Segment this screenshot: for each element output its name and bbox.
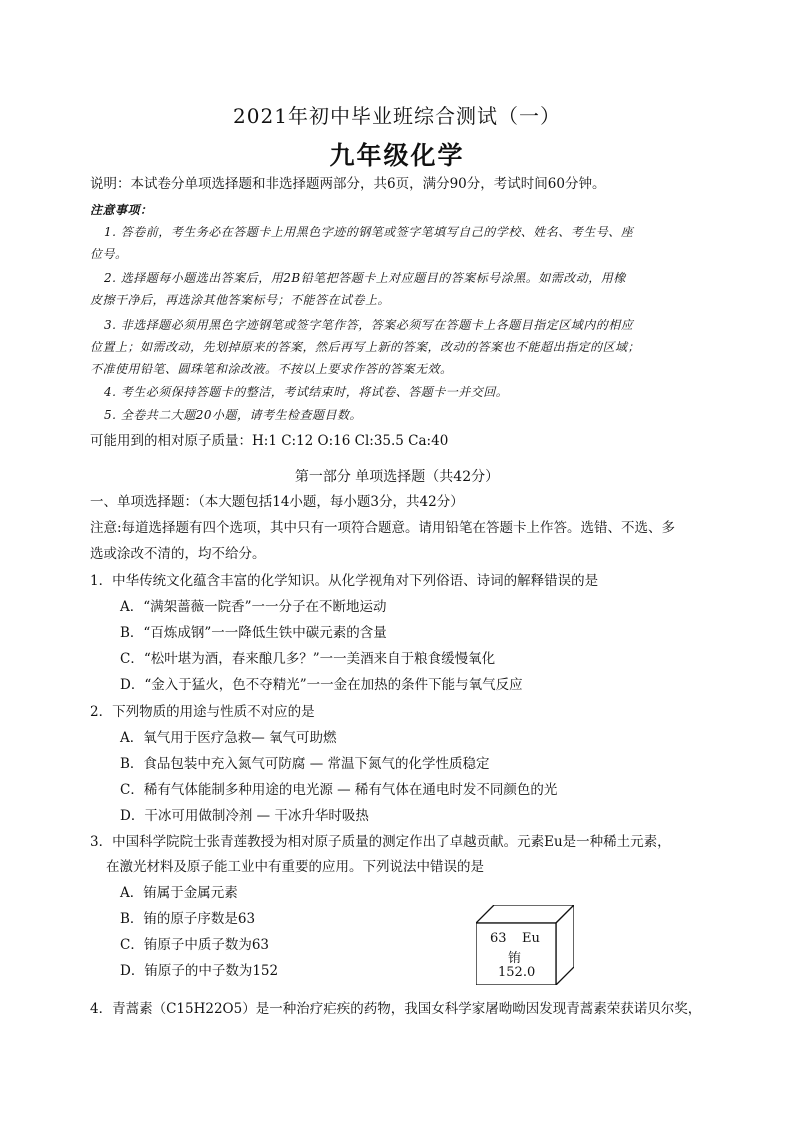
question-1-option-b: B．“百炼成钢”一一降低生铁中碳元素的含量 — [120, 625, 387, 641]
exam-intro: 说明：本试卷分单项选择题和非选择题两部分，共6页，满分90分，考试时间60分钟。 — [90, 176, 606, 192]
question-2-option-a: A．氧气用于医疗急救— 氧气可助燃 — [120, 730, 337, 746]
element-name: 铕 — [508, 951, 522, 966]
section-note: 选或涂改不清的，均不给分。 — [90, 546, 266, 562]
question-2-option-d: D．干冰可用做制冷剂 — 干冰升华时吸热 — [120, 808, 369, 824]
element-symbol: Eu — [522, 931, 540, 946]
notice-line: 位号。 — [90, 247, 128, 261]
question-2-option-b: B．食品包装中充入氮气可防腐 — 常温下氮气的化学性质稳定 — [120, 756, 490, 772]
question-2-option-c: C．稀有气体能制多种用途的电光源 — 稀有气体在通电时发不同颜色的光 — [120, 782, 558, 798]
question-2-stem: 2．下列物质的用途与性质不对应的是 — [90, 704, 315, 720]
element-atomic-number: 63 — [490, 931, 507, 946]
notice-line: 4. 考生必须保持答题卡的整洁，考试结束时，将试卷、答题卡一并交回。 — [104, 385, 509, 399]
notice-line: 3. 非选择题必须用黑色字迹钢笔或签字笔作答，答案必须写在答题卡上各题目指定区域内的相应 — [104, 318, 634, 332]
question-3-option-d: D．铕原子的中子数为152 — [120, 963, 279, 979]
notice-line: 皮擦干净后，再选涂其他答案标号；不能答在试卷上。 — [90, 293, 391, 307]
notice-line: 位置上；如需改动，先划掉原来的答案，然后再写上新的答案，改动的答案也不能超出指定的区域； — [90, 340, 641, 354]
question-1-option-a: A．“满架蔷薇一院香”一一分子在不断地运动 — [120, 599, 387, 615]
atomic-mass-line: 可能用到的相对原子质量：H:1 C:12 O:16 Cl:35.5 Ca:40 — [90, 433, 449, 449]
section-heading: 一、单项选择题：（本大题包括14小题，每小题3分，共42分） — [90, 494, 464, 510]
notice-line: 1. 答卷前，考生务必在答题卡上用黑色字迹的钢笔或签字笔填写自己的学校、姓名、考生号、座 — [104, 225, 634, 239]
question-4-stem: 4．青蒿素（C15H22O5）是一种治疗疟疾的药物，我国女科学家屠呦呦因发现青蒿素荣获诺贝尔奖， — [90, 1001, 702, 1017]
exam-subject: 九年级化学 — [329, 141, 465, 170]
question-1-option-d: D．“金入于猛火，色不夺精光”一一金在加热的条件下能与氧气反应 — [120, 677, 523, 693]
exam-title: 2021年初中毕业班综合测试（一） — [233, 104, 561, 128]
part1-title: 第一部分 单项选择题（共42分） — [294, 469, 500, 485]
question-3-option-c: C．铕原子中质子数为63 — [120, 937, 270, 953]
notice-line: 5. 全卷共二大题20小题，请考生检查题目数。 — [104, 408, 363, 422]
question-3-option-b: B．铕的原子序数是63 — [120, 911, 256, 927]
question-3-stem: 在激光材料及原子能工业中有重要的应用。下列说法中错误的是 — [106, 859, 484, 875]
notice-heading: 注意事项： — [90, 203, 153, 217]
question-1-stem: 1．中华传统文化蕴含丰富的化学知识。从化学视角对下列俗语、诗词的解释错误的是 — [90, 573, 599, 589]
section-note: 注意:每道选择题有四个选项，其中只有一项符合题意。请用铅笔在答题卡上作答。选错、不选、多 — [90, 520, 676, 536]
notice-line: 不准使用铅笔、圆珠笔和涂改液。不按以上要求作答的答案无效。 — [90, 362, 453, 376]
notice-line: 2. 选择题每小题选出答案后，用2B铅笔把答题卡上对应题目的答案标号涂黑。如需改动，用橡 — [104, 271, 626, 285]
question-3-stem: 3．中国科学院院士张青莲教授为相对原子质量的测定作出了卓越贡献。元素Eu是一种稀土元素， — [90, 834, 671, 850]
element-atomic-mass: 152.0 — [498, 965, 536, 980]
question-3-option-a: A．铕属于金属元素 — [120, 885, 238, 901]
question-1-option-c: C．“松叶堪为酒，春来酿几多？”一一美酒来自于粮食缓慢氧化 — [120, 651, 496, 667]
element-card-eu — [476, 905, 574, 985]
